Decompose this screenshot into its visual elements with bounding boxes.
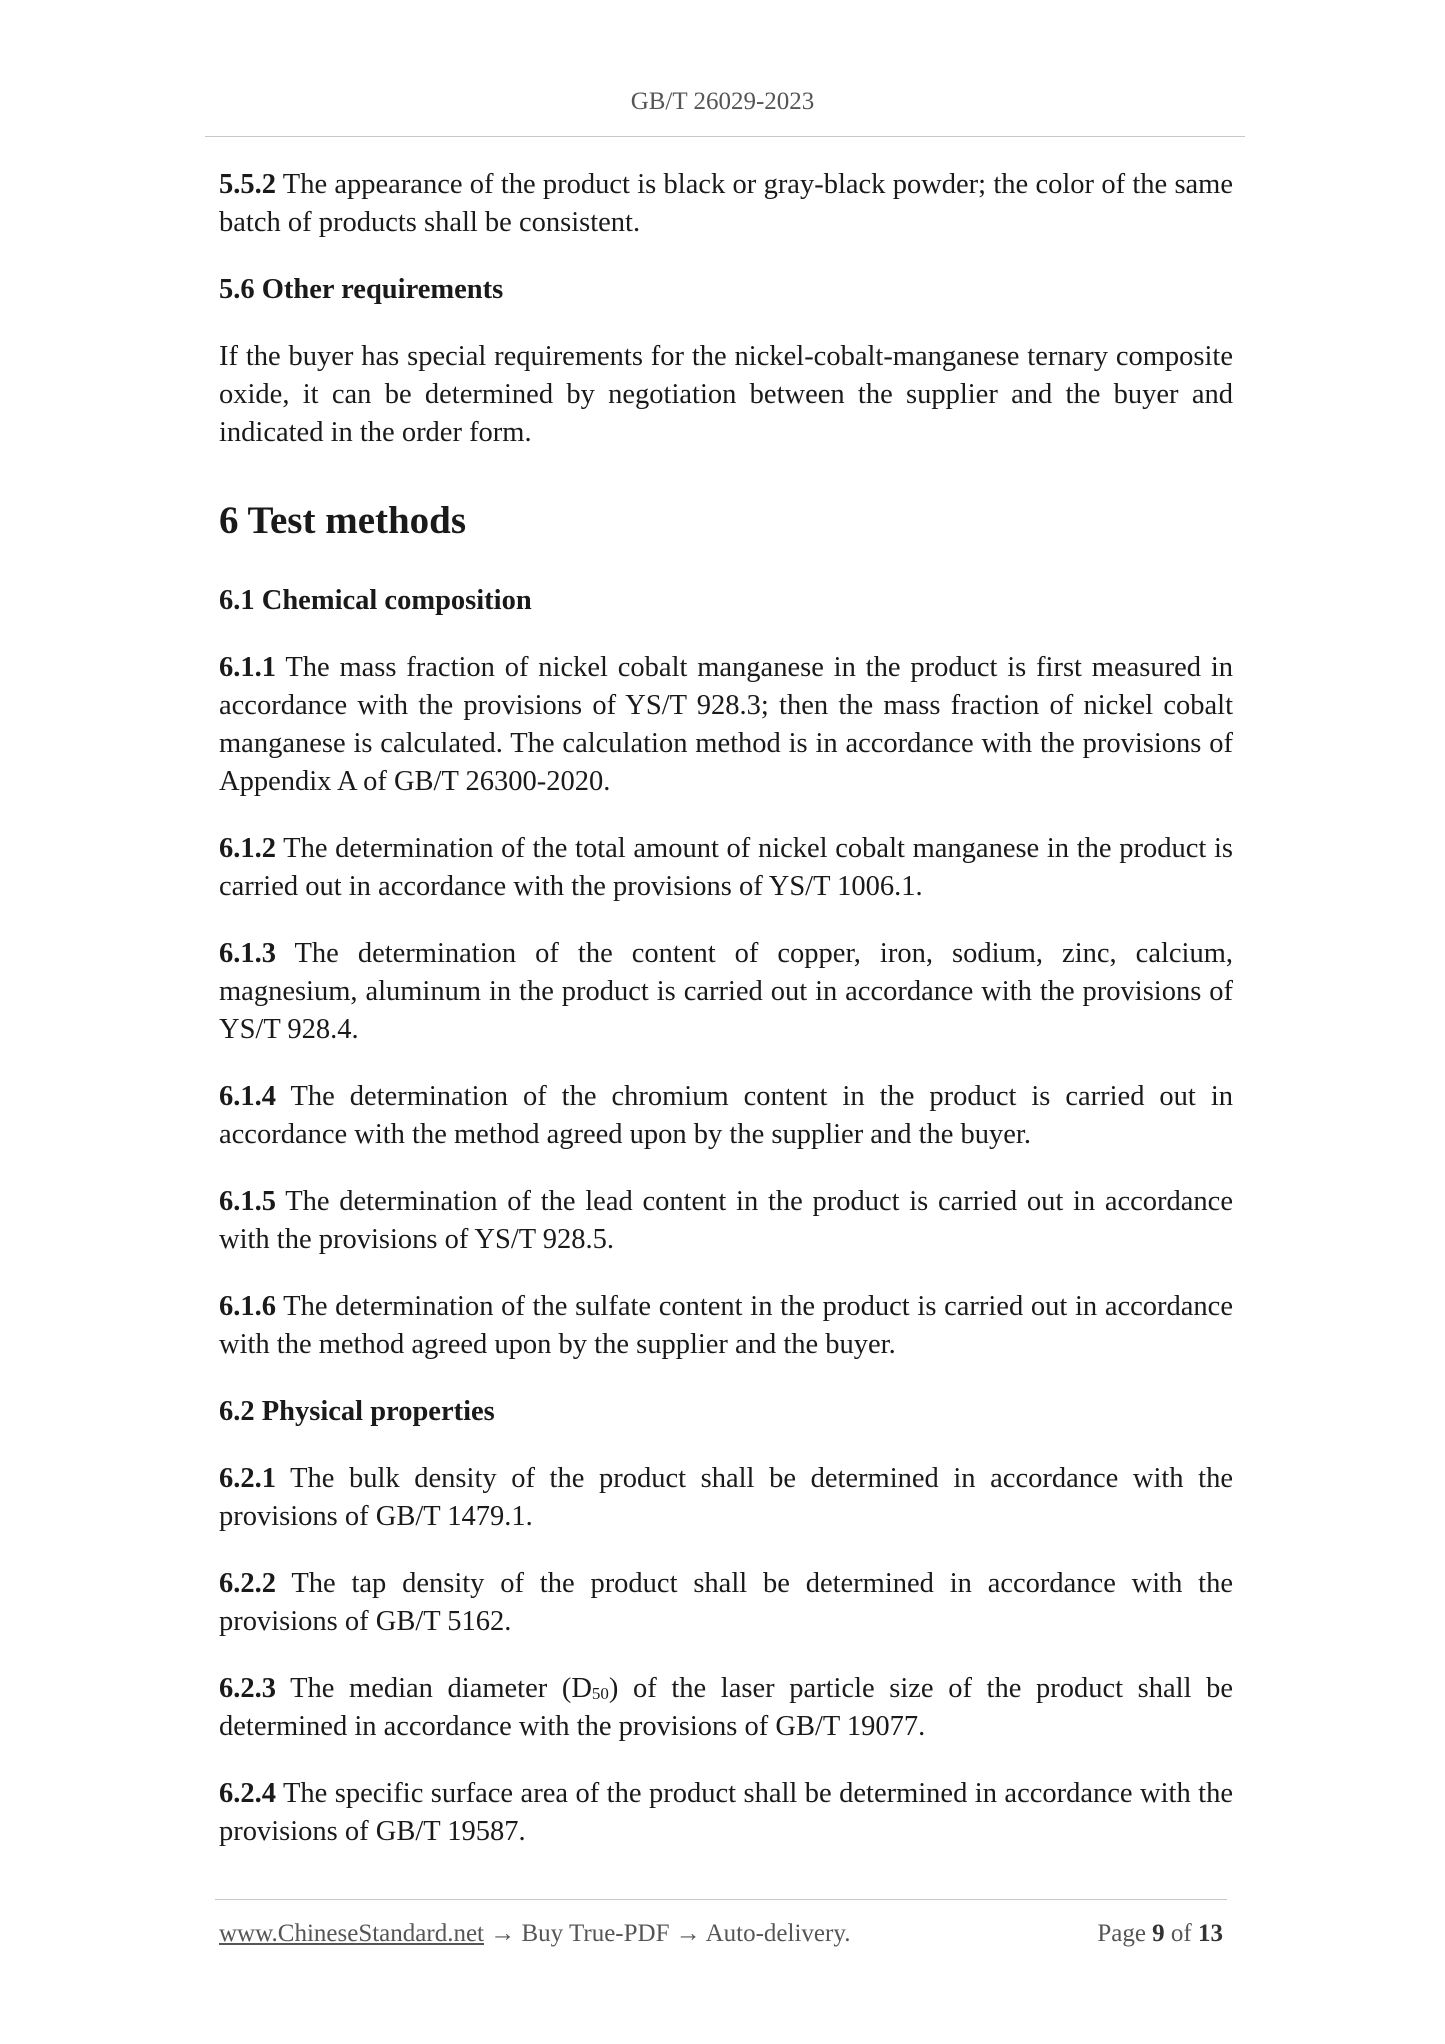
clause-number: 6.1.1 <box>219 652 276 683</box>
clause-text-before: The median diameter (D <box>290 1673 592 1704</box>
header-divider <box>205 136 1245 137</box>
clause-5-5-2 <box>219 166 1233 242</box>
clause-text: The determination of the total amount of nickel cobalt manganese in the product is carried out in accordance with the provisions of YS/T 1006.1. <box>219 833 1233 902</box>
clause-number: 6.2.1 <box>219 1463 276 1494</box>
clause-text: The specific surface area of the product shall be determined in accordance with the provisions of GB/T 19587. <box>219 1778 1233 1847</box>
clause-number: 6.2.4 <box>219 1778 276 1809</box>
clause-number: 6.1.6 <box>219 1291 276 1322</box>
clause-5-6-text: If the buyer has special requirements for the nickel-cobalt-manganese ternary composite oxide, it can be determined by negotiation between the supplier and the buyer and indicated in the order form. <box>219 341 1233 448</box>
page-total: 13 <box>1198 1920 1223 1947</box>
clause-number: 6.2.2 <box>219 1568 276 1599</box>
clause-6-1-1 <box>219 649 1233 801</box>
footer-links <box>219 1920 850 1948</box>
clause-6-1-2 <box>219 830 1233 906</box>
chapter-heading-6: 6 Test methods <box>219 499 467 542</box>
subscript-50: 50 <box>591 1684 609 1703</box>
clause-number: 6.1.5 <box>219 1186 276 1217</box>
clause-6-1-4 <box>219 1078 1233 1154</box>
arrow-right-icon: → <box>675 1920 701 1947</box>
clause-text: The determination of the chromium content in the product is carried out in accordance with the method agreed upon by the supplier and the buyer. <box>219 1081 1233 1150</box>
clause-number: 6.1.2 <box>219 833 276 864</box>
arrow-right-icon: → <box>490 1920 516 1947</box>
website-link[interactable]: www.ChineseStandard.net <box>219 1920 484 1947</box>
page-label: Page <box>1097 1920 1146 1947</box>
clause-number: 6.2.3 <box>219 1673 276 1704</box>
clause-text: The appearance of the product is black or gray-black powder; the color of the same batch of products shall be consistent. <box>219 169 1233 238</box>
buy-true-pdf-text: Buy True-PDF <box>521 1920 670 1947</box>
clause-6-2-1 <box>219 1460 1233 1536</box>
page-header: GB/T 26029-2023 <box>630 88 815 115</box>
clause-text: The bulk density of the product shall be determined in accordance with the provisions of GB/T 1479.1. <box>219 1463 1233 1532</box>
page-number: 9 <box>1152 1920 1165 1947</box>
document-body <box>219 166 1233 1851</box>
clause-6-1-3 <box>219 935 1233 1049</box>
clause-number: 5.5.2 <box>219 169 276 200</box>
clause-text: The mass fraction of nickel cobalt manganese in the product is first measured in accordance with the provisions of YS/T 928.3; then the mass fraction of nickel cobalt manganese is calculated. The calculation method is in accordance with the provisions of Appendix A of GB/T 26300-2020. <box>219 652 1233 797</box>
clause-number: 6.1.3 <box>219 938 276 969</box>
clause-6-2-2 <box>219 1565 1233 1641</box>
clause-text: The determination of the content of copper, iron, sodium, zinc, calcium, magnesium, aluminum in the product is carried out in accordance with the provisions of YS/T 928.4. <box>219 938 1233 1045</box>
section-heading-6-2: 6.2 Physical properties <box>219 1396 495 1427</box>
of-label: of <box>1170 1920 1192 1947</box>
clause-6-2-4 <box>219 1775 1233 1851</box>
page-indicator <box>1097 1920 1223 1948</box>
section-heading-6-1: 6.1 Chemical composition <box>219 585 532 616</box>
clause-6-1-6 <box>219 1288 1233 1364</box>
footer-divider <box>215 1899 1227 1900</box>
clause-text: The determination of the lead content in the product is carried out in accordance with the provisions of YS/T 928.5. <box>219 1186 1233 1255</box>
section-heading-5-6: 5.6 Other requirements <box>219 274 504 305</box>
auto-delivery-text: Auto-delivery. <box>705 1920 851 1947</box>
clause-text: The tap density of the product shall be determined in accordance with the provisions of GB/T 5162. <box>219 1568 1233 1637</box>
clause-text: The determination of the sulfate content in the product is carried out in accordance with the method agreed upon by the supplier and the buyer. <box>219 1291 1233 1360</box>
clause-6-2-3 <box>219 1670 1233 1746</box>
clause-6-1-5 <box>219 1183 1233 1259</box>
clause-number: 6.1.4 <box>219 1081 276 1112</box>
clause-text-after: ) of the laser particle size of the product shall be determined in accordance with the provisions of GB/T 19077. <box>219 1673 1233 1742</box>
